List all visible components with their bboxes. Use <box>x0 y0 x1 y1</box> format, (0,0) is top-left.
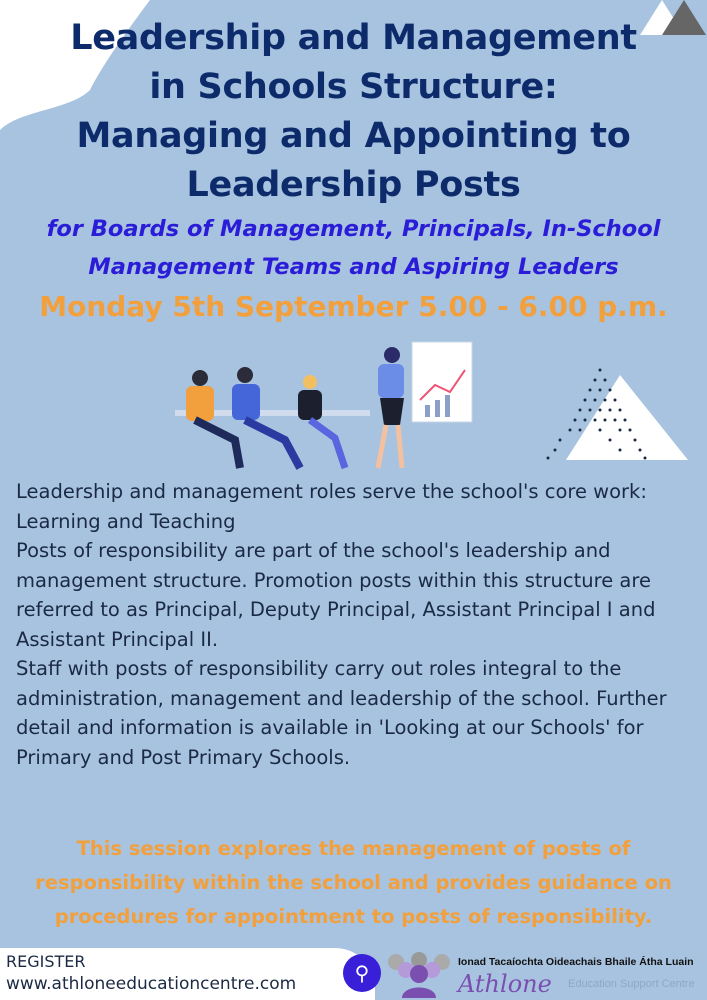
centre-irish-name: Ionad Tacaíochta Oideachais Bhaile Átha Luain <box>458 956 694 968</box>
session-highlight: This session explores the management of posts of responsibility within the school and provides guidance on procedures for appointment to posts of responsibility. <box>35 837 672 928</box>
audience-subtitle <box>0 210 707 286</box>
register-link[interactable]: www.athloneeducationcentre.com <box>6 974 297 994</box>
page-title <box>0 14 707 210</box>
register-label: REGISTER <box>6 952 86 971</box>
meeting-illustration <box>175 342 472 468</box>
description-paragraph: Posts of responsibility are part of the school's leadership and management structure. Promotion posts within this structure are referred to as Principal, Deputy Principal, Assistant Principal I and Assistant Principal II. <box>16 539 656 651</box>
description-paragraph: Leadership and management roles serve the school's core work: Learning and Teaching <box>16 480 647 533</box>
event-date: Monday 5th September 5.00 - 6.00 p.m. <box>39 290 668 323</box>
dotted-triangle-decoration <box>547 369 689 461</box>
subtitle-line: Management Teams and Aspiring Leaders <box>88 254 619 280</box>
title-line: Leadership and Management <box>70 18 637 58</box>
description-paragraph: Staff with posts of responsibility carry out roles integral to the administration, management and leadership of the school. Further detail and information is available in 'Looking at our Schools' for Primary and Post Primary Schools. <box>16 657 667 769</box>
logo-text: Athlone <box>458 970 552 998</box>
title-line: in Schools Structure: <box>149 67 558 107</box>
title-line: Managing and Appointing to <box>76 116 631 156</box>
description <box>16 477 706 772</box>
subtitle-line: for Boards of Management, Principals, In-School <box>46 216 661 242</box>
logo-subtext: Education Support Centre <box>568 978 695 990</box>
search-icon: ⚲ <box>343 954 381 992</box>
people-group-icon <box>384 950 454 998</box>
title-line: Leadership Posts <box>186 165 521 205</box>
